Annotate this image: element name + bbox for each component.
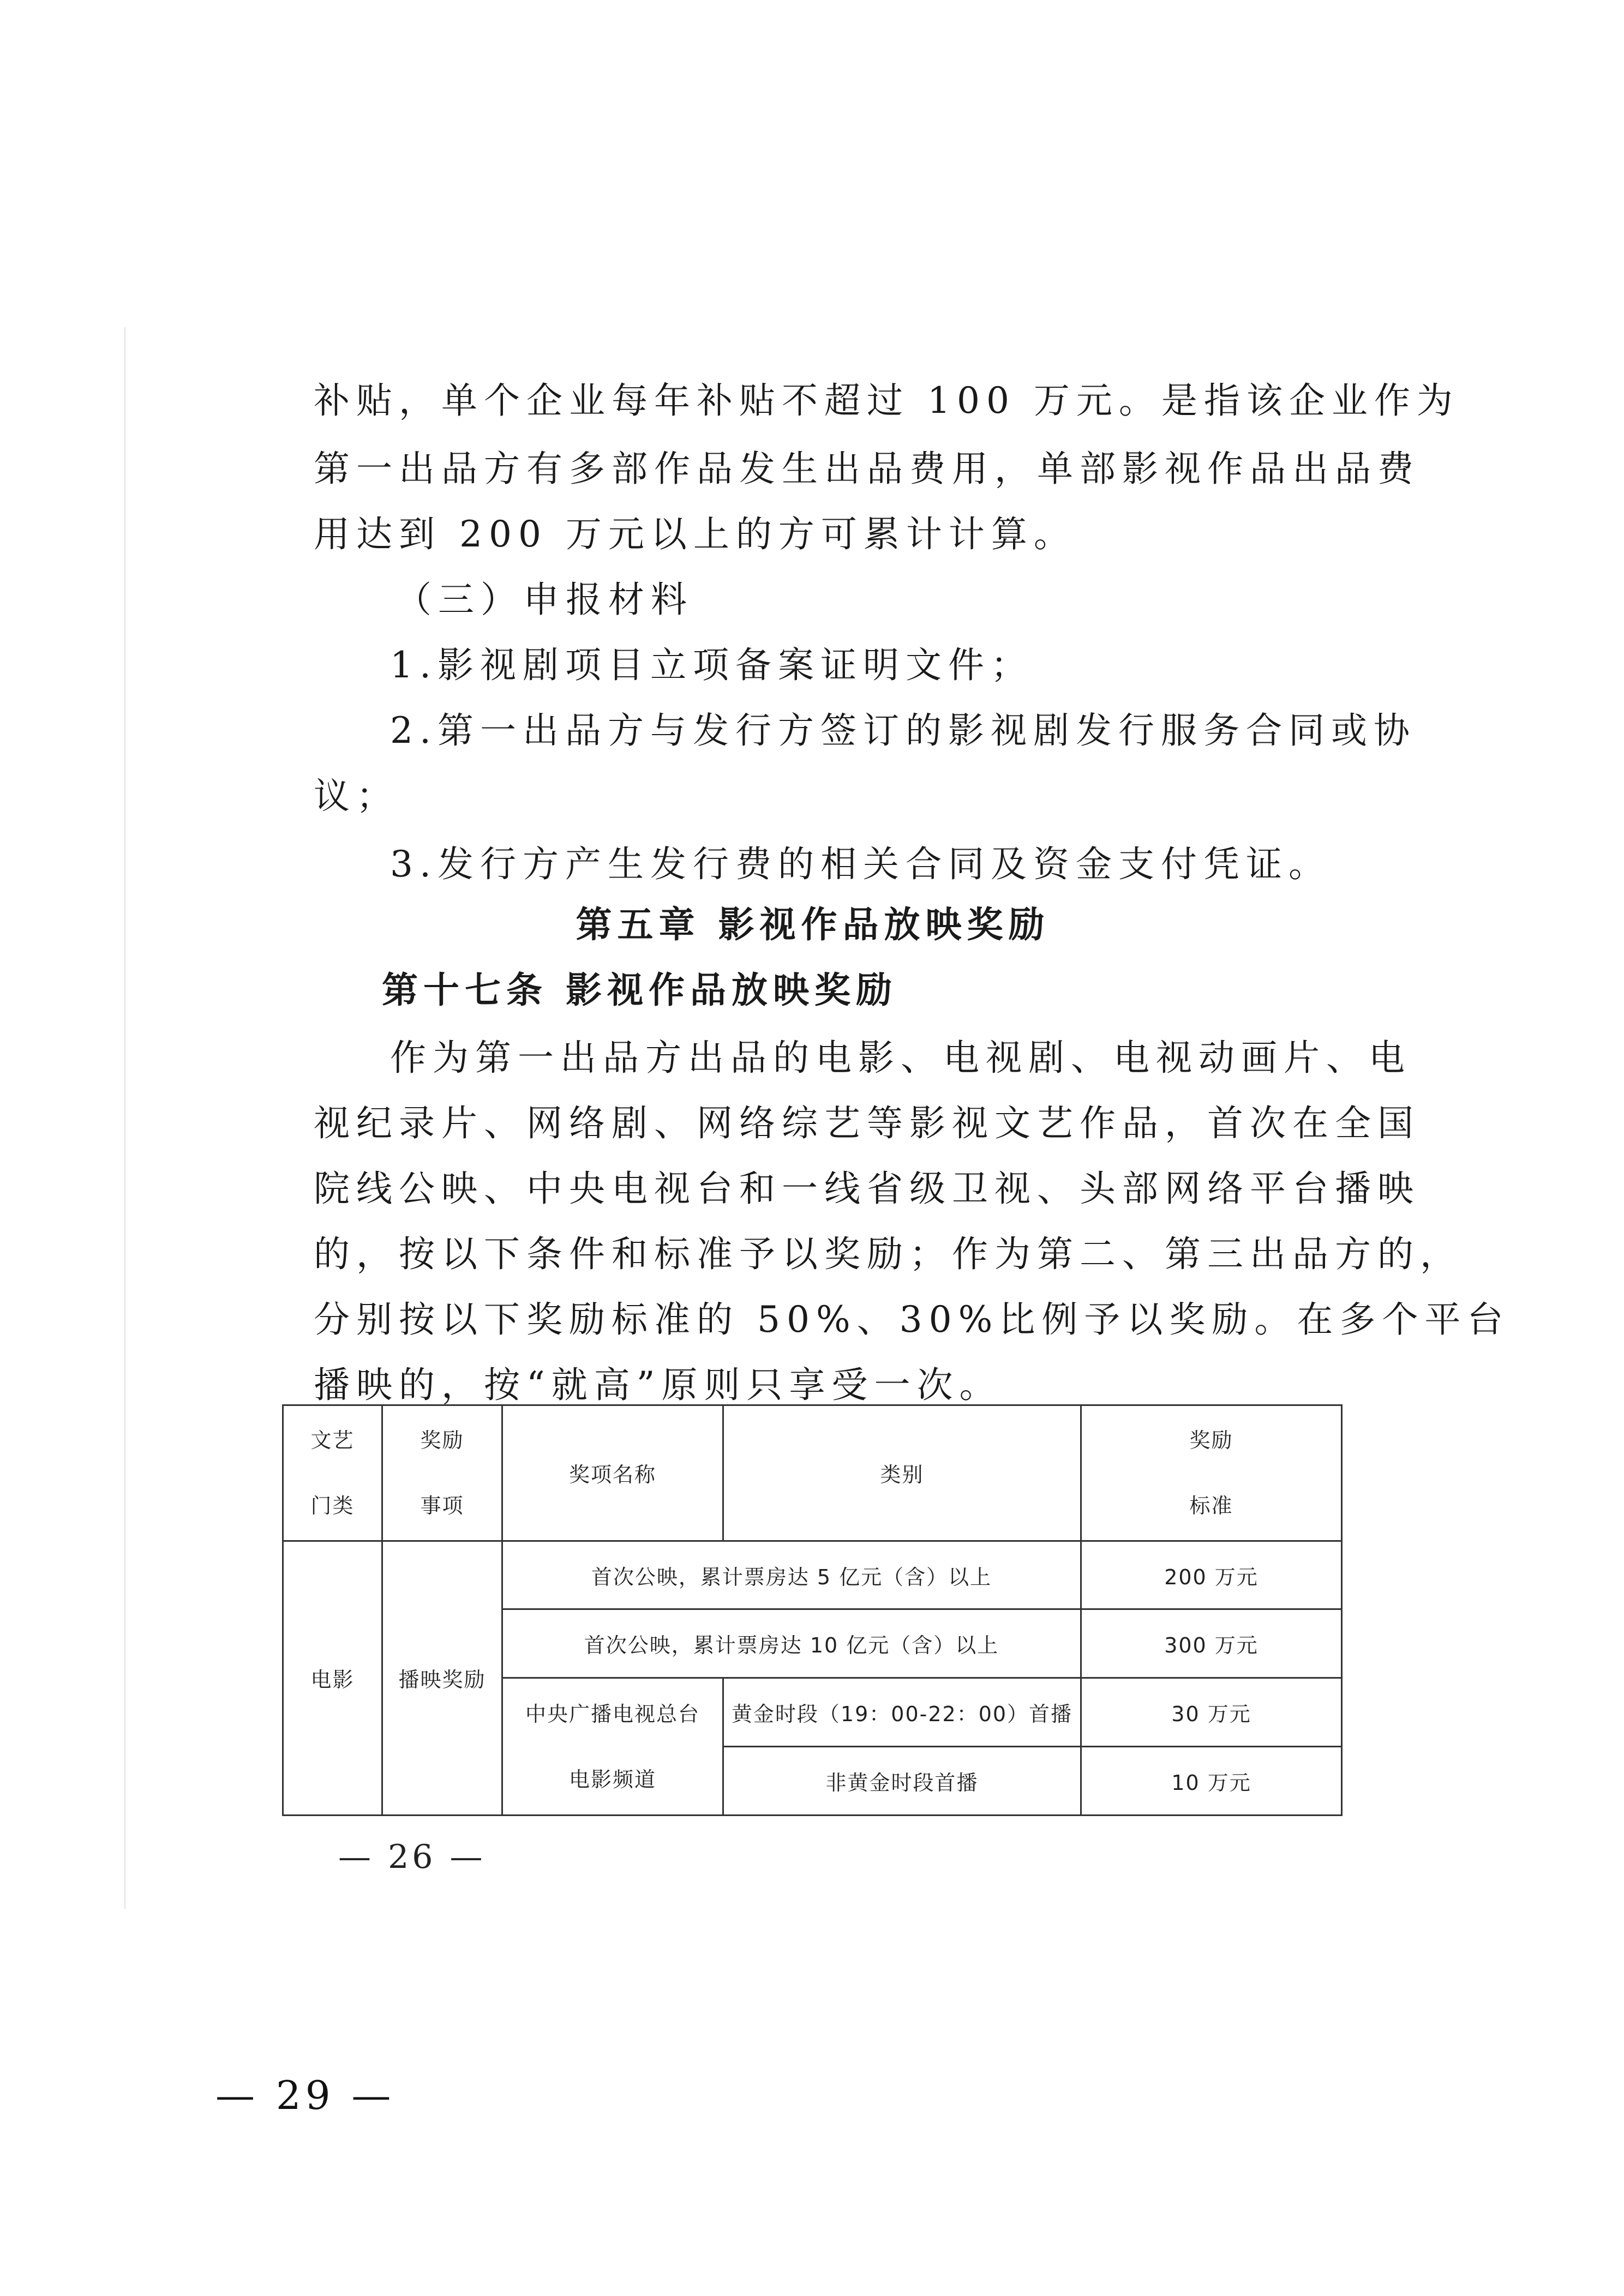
cell-condition: 首次公映，累计票房达 10 亿元（含）以上	[502, 1609, 1081, 1678]
cell-item: 播映奖励	[382, 1541, 502, 1815]
article-line: 播映的，按“就高”原则只享受一次。	[314, 1364, 1002, 1406]
article-line: 的，按以下条件和标准予以奖励；作为第二、第三出品方的，	[314, 1233, 1463, 1275]
outer-page-number: — 29 —	[215, 2072, 395, 2118]
table-row	[283, 1541, 1342, 1609]
cell-standard: 300 万元	[1081, 1609, 1342, 1678]
scan-edge-shadow	[124, 327, 125, 1909]
cell-type: 黄金时段（19：00-22：00）首播	[723, 1678, 1081, 1747]
table-header-row	[283, 1405, 1342, 1541]
article-title: 第十七条 影视作品放映奖励	[382, 969, 897, 1011]
paragraph-line: 第一出品方有多部作品发生出品费用，单部影视作品出品费	[314, 448, 1420, 490]
header-type: 类别	[723, 1405, 1081, 1541]
article-line: 院线公映、中央电视台和一线省级卫视、头部网络平台播映	[314, 1168, 1420, 1210]
cell-standard: 200 万元	[1081, 1541, 1342, 1609]
header-item: 奖励 事项	[382, 1405, 502, 1541]
cell-condition: 首次公映，累计票房达 5 亿元（含）以上	[502, 1541, 1081, 1609]
material-item: 2.第一出品方与发行方签订的影视剧发行服务合同或协	[390, 710, 1416, 752]
cell-channel: 中央广播电视总台 电影频道	[502, 1678, 723, 1816]
cell-standard: 10 万元	[1081, 1747, 1342, 1816]
article-line: 视纪录片、网络剧、网络综艺等影视文艺作品，首次在全国	[314, 1102, 1420, 1144]
cell-type: 非黄金时段首播	[723, 1747, 1081, 1816]
chapter-title: 第五章 影视作品放映奖励	[576, 903, 1050, 946]
section-title: （三）申报材料	[395, 579, 693, 621]
paragraph-line: 补贴，单个企业每年补贴不超过 100 万元。是指该企业作为	[314, 380, 1459, 422]
cell-standard: 30 万元	[1081, 1678, 1342, 1747]
header-category: 文艺 门类	[283, 1405, 382, 1541]
header-standard: 奖励 标准	[1081, 1405, 1342, 1541]
paragraph-line: 用达到 200 万元以上的方可累计计算。	[314, 513, 1076, 555]
article-line: 分别按以下奖励标准的 50%、30%比例予以奖励。在多个平台	[314, 1299, 1510, 1341]
article-line: 作为第一出品方出品的电影、电视剧、电视动画片、电	[390, 1037, 1411, 1079]
material-item: 1.影视剧项目立项备案证明文件；	[390, 644, 1033, 686]
inner-page-number: — 26 —	[338, 1838, 486, 1876]
header-award-name: 奖项名称	[502, 1405, 723, 1541]
cell-category: 电影	[283, 1541, 382, 1815]
material-item: 3.发行方产生发行费的相关合同及资金支付凭证。	[390, 843, 1331, 885]
award-table	[282, 1404, 1343, 1816]
material-item: 议；	[314, 775, 399, 817]
